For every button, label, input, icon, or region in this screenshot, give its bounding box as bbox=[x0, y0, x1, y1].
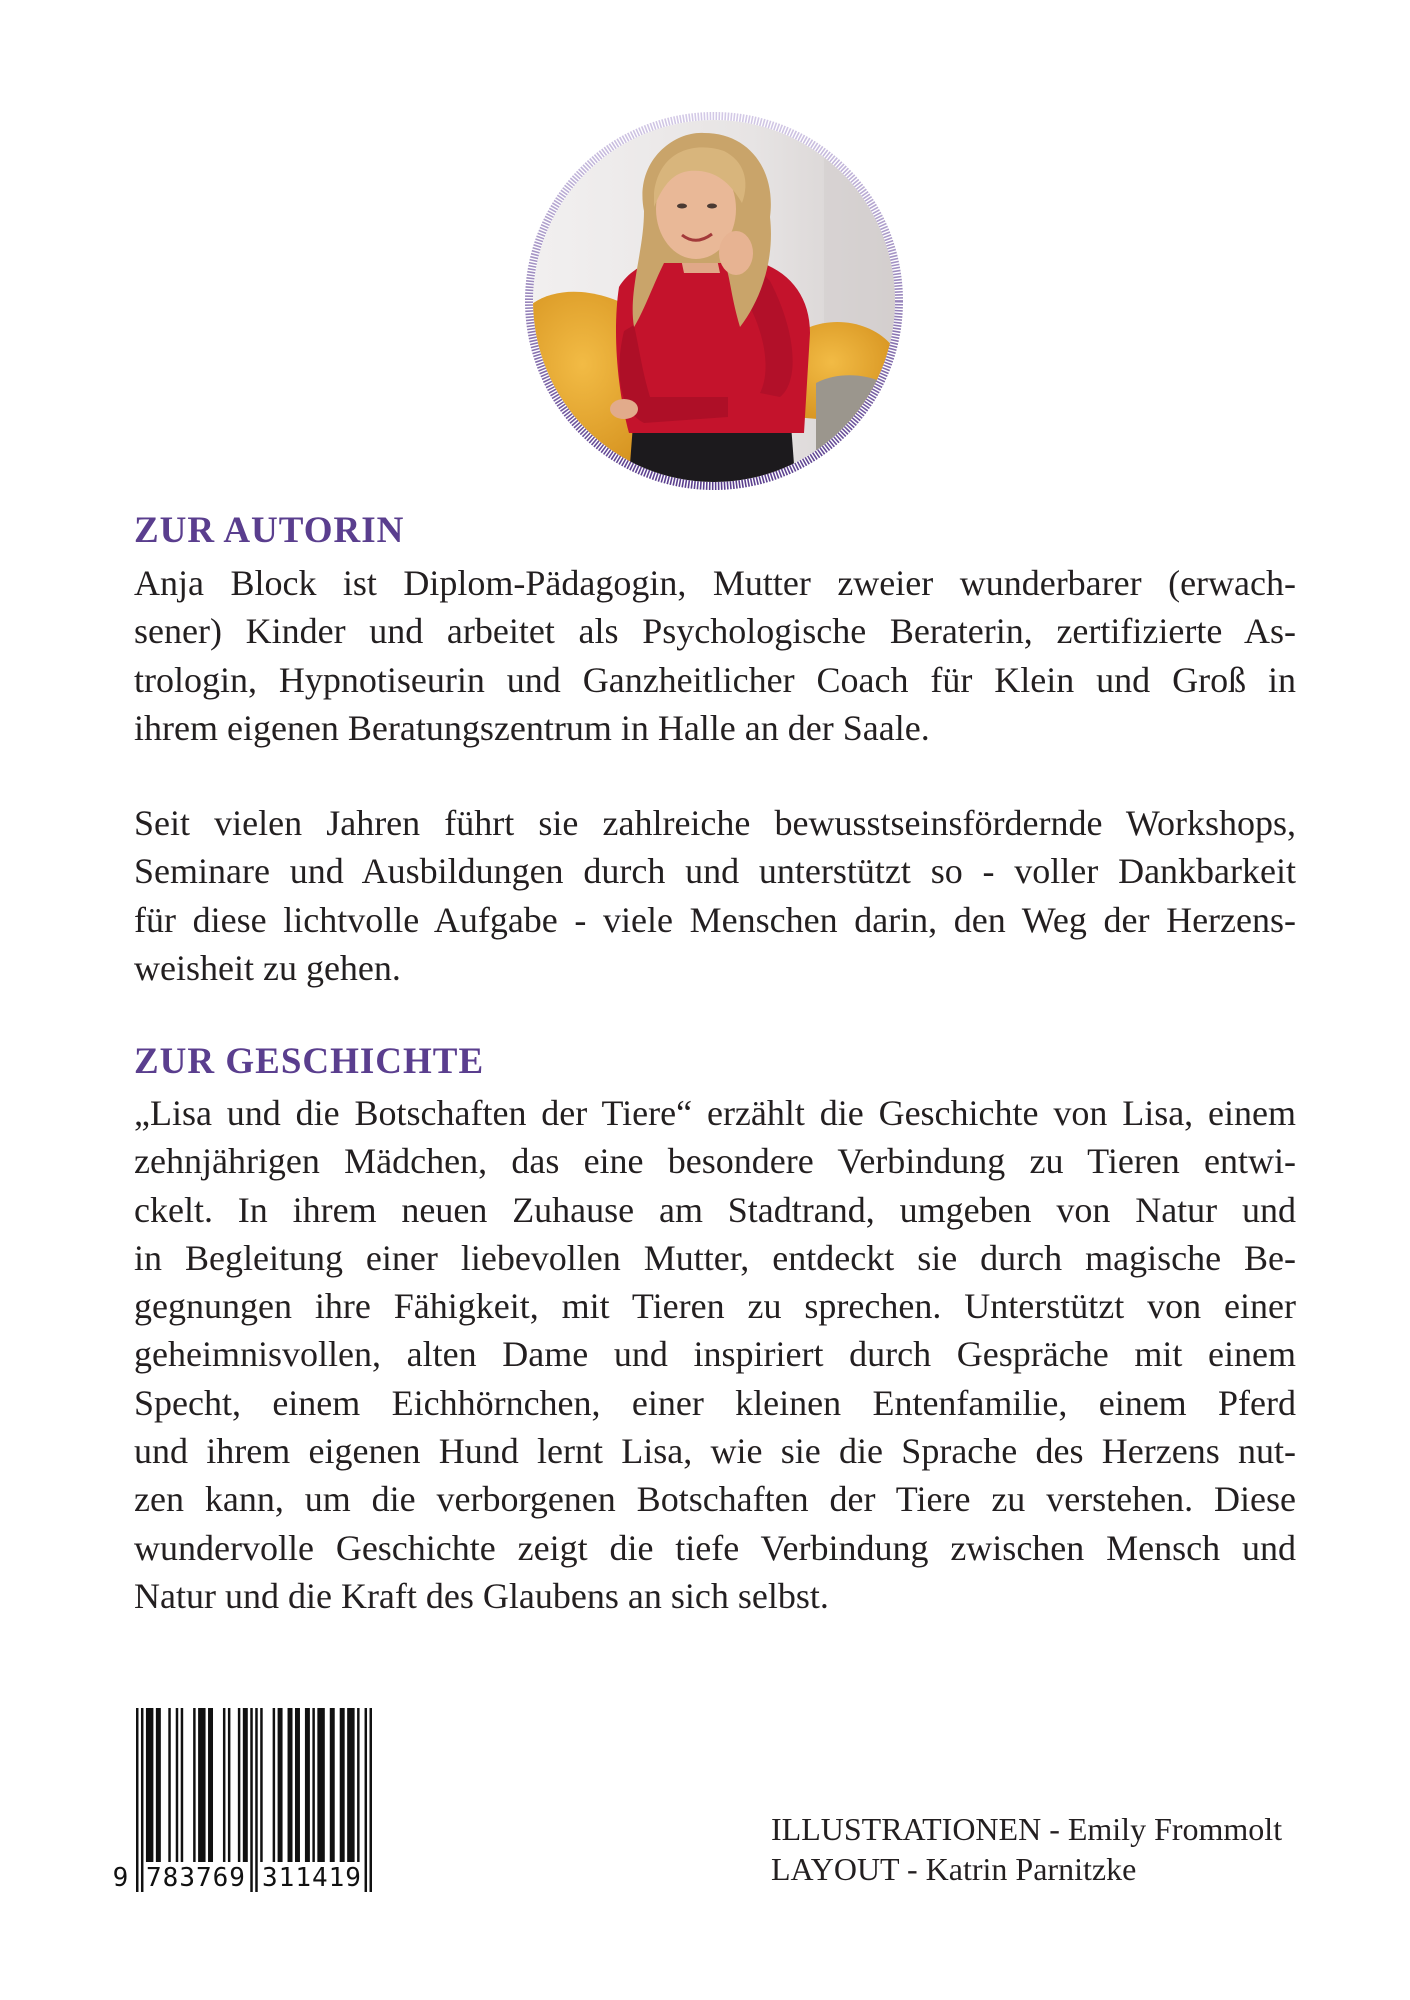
barcode-bar bbox=[243, 1708, 248, 1862]
author-photo-image bbox=[524, 111, 904, 491]
barcode-bar bbox=[278, 1708, 283, 1862]
barcode-bar bbox=[260, 1708, 262, 1862]
text-line: ihrem eigenen Beratungszentrum in Halle an der Saale. bbox=[134, 707, 930, 748]
barcode-bar bbox=[312, 1708, 314, 1862]
text-line: „Lisa und die Botschaften der Tiere“ erzählt die Geschichte von Lisa, einem bbox=[134, 1093, 1296, 1133]
credits bbox=[771, 1809, 1331, 1889]
author-photo bbox=[524, 111, 904, 491]
text-line: wundervolle Geschichte zeigt die tiefe Verbindung zwischen Mensch und bbox=[134, 1527, 1296, 1568]
barcode-bar bbox=[176, 1708, 178, 1862]
layout-credit: LAYOUT - Katrin Parnitzke bbox=[771, 1851, 1137, 1887]
barcode-bar bbox=[146, 1708, 153, 1862]
text-line: für diese lichtvolle Aufgabe - viele Menschen darin, den Weg der Herzens- bbox=[134, 899, 1296, 940]
barcode-bar bbox=[181, 1708, 183, 1862]
barcode-bar bbox=[223, 1708, 225, 1862]
text-line: sener) Kinder und arbeitet als Psychologische Beraterin, zertifizierte As- bbox=[134, 611, 1296, 652]
illustration-credit: ILLUSTRATIONEN - Emily Frommolt bbox=[771, 1811, 1283, 1847]
barcode-bar bbox=[193, 1708, 195, 1862]
barcode-bar bbox=[136, 1708, 138, 1892]
barcode-right-digits: 311419 bbox=[260, 1862, 364, 1894]
barcode-bar bbox=[288, 1708, 293, 1862]
barcode-bar bbox=[365, 1708, 367, 1892]
barcode-bar bbox=[250, 1708, 252, 1892]
text-line: Seit vielen Jahren führt sie zahlreiche bewusstseinsfördernde Workshops, bbox=[134, 803, 1296, 843]
text-line: zen kann, um die verborgenen Botschaften der Tiere zu verstehen. Diese bbox=[134, 1479, 1296, 1520]
barcode-bar bbox=[357, 1708, 359, 1862]
text-line: gegnungen ihre Fähigkeit, mit Tieren zu sprechen. Unterstützt von einer bbox=[134, 1286, 1296, 1327]
author-heading: ZUR AUTORIN bbox=[134, 510, 405, 551]
story-paragraph bbox=[134, 1089, 1296, 1620]
barcode-bar bbox=[198, 1708, 205, 1862]
barcode-bar bbox=[295, 1708, 300, 1862]
barcode-bar bbox=[228, 1708, 230, 1862]
barcode-bar bbox=[255, 1708, 257, 1892]
text-line: trologin, Hypnotiseurin und Ganzheitlicher Coach für Klein und Groß in bbox=[134, 659, 1296, 700]
barcode-bar bbox=[168, 1708, 170, 1862]
text-line: Anja Block ist Diplom-Pädagogin, Mutter zweier wunderbarer (erwach- bbox=[134, 563, 1296, 603]
barcode-bar bbox=[208, 1708, 213, 1862]
barcode-lead-digit: 9 bbox=[108, 1862, 134, 1894]
text-line: Specht, einem Eichhörnchen, einer kleinen Entenfamilie, einem Pferd bbox=[134, 1382, 1296, 1423]
barcode-bar bbox=[340, 1708, 345, 1862]
text-line: weisheit zu gehen. bbox=[134, 947, 401, 988]
barcode-bar bbox=[156, 1708, 161, 1862]
barcode-left-digits: 783769 bbox=[144, 1862, 248, 1894]
barcode-bar bbox=[273, 1708, 275, 1862]
barcode-bar bbox=[305, 1708, 310, 1862]
text-line: ckelt. In ihrem neuen Zuhause am Stadtrand, umgeben von Natur und bbox=[134, 1189, 1296, 1230]
text-line: Natur und die Kraft des Glaubens an sich selbst. bbox=[134, 1575, 829, 1616]
text-line: und ihrem eigenen Hund lernt Lisa, wie sie die Sprache des Herzens nut- bbox=[134, 1431, 1296, 1472]
text-line: geheimnisvollen, alten Dame und inspiriert durch Gespräche mit einem bbox=[134, 1334, 1296, 1375]
text-line: Seminare und Ausbildungen durch und unterstützt so - voller Dankbarkeit bbox=[134, 851, 1296, 892]
barcode-bar bbox=[347, 1708, 354, 1862]
author-paragraph-1 bbox=[134, 559, 1296, 752]
barcode-bar bbox=[370, 1708, 372, 1892]
text-line: zehnjährigen Mädchen, das eine besondere Verbindung zu Tieren entwi- bbox=[134, 1141, 1296, 1182]
barcode-bar bbox=[317, 1708, 324, 1862]
barcode-bar bbox=[238, 1708, 240, 1862]
text-line: in Begleitung einer liebevollen Mutter, entdeckt sie durch magische Be- bbox=[134, 1237, 1296, 1278]
barcode-bar bbox=[330, 1708, 335, 1862]
story-heading: ZUR GESCHICHTE bbox=[134, 1041, 485, 1082]
author-paragraph-2 bbox=[134, 799, 1296, 992]
